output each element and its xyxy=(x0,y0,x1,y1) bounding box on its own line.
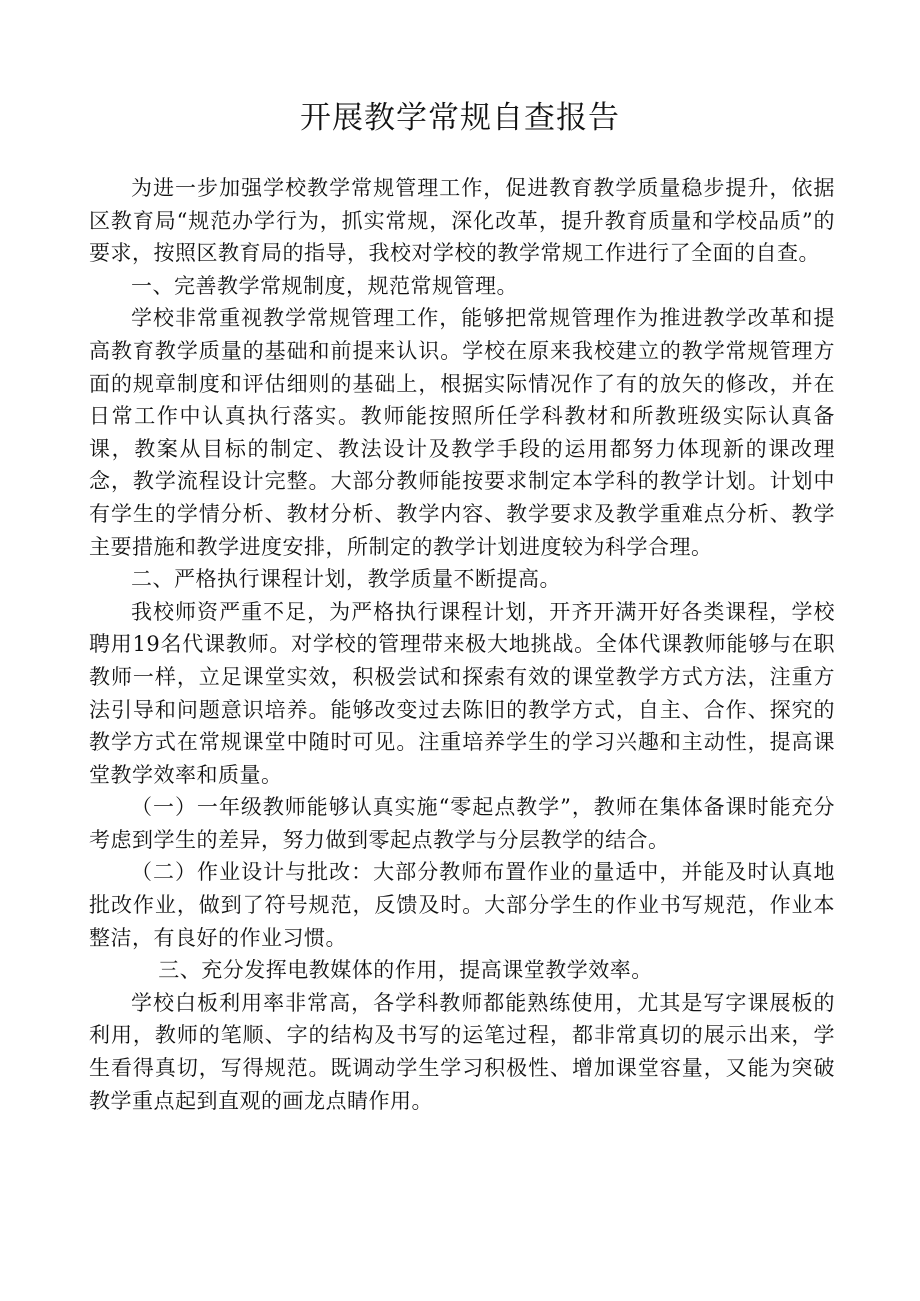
section-1-paragraph: 学校非常重视教学常规管理工作，能够把常规管理作为推进教学改革和提高教育教学质量的基础和前提来认识。学校在原来我校建立的教学常规管理方面的规章制度和评估细则的基础上，根据实际情况作了有的放矢的修改，并在日常工作中认真执行落实。教师能按照所任学科教材和所教班级实际认真备课，教案从目标的制定、教法设计及教学手段的运用都努力体现新的课改理念，教学流程设计完整。大部分教师能按要求制定本学科的教学计划。计划中有学生的学情分析、教材分析、教学内容、教学要求及教学重难点分析、教学主要措施和教学进度安排，所制定的教学计划进度较为科学合理。 xyxy=(89,306,835,559)
document-title: 开展教学常规自查报告 xyxy=(300,100,620,136)
subsection-2-paragraph: （二）作业设计与批改：大部分教师布置作业的量适中，并能及时认真地批改作业，做到了符号规范，反馈及时。大部分学生的作业书写规范，作业本整洁，有良好的作业习惯。 xyxy=(89,860,835,950)
section-2-paragraph: 我校师资严重不足，为严格执行课程计划，开齐开满开好各类课程，学校聘用19名代课教师。对学校的管理带来极大地挑战。全体代课教师能够与在职教师一样，立足课堂实效，积极尝试和探索有效的课堂教学方式方法，注重方法引导和问题意识培养。能够改变过去陈旧的教学方式，自主、合作、探究的教学方式在常规课堂中随时可见。注重培养学生的学习兴趣和主动性，提高课堂教学效率和质量。 xyxy=(89,599,835,787)
document-body xyxy=(89,172,835,1117)
intro-paragraph: 为进一步加强学校教学常规管理工作，促进教育教学质量稳步提升，依据区教育局“规范办学行为，抓实常规，深化改革，提升教育质量和学校品质”的要求，按照区教育局的指导，我校对学校的教学常规工作进行了全面的自查。 xyxy=(89,176,835,266)
subsection-1-paragraph: （一）一年级教师能够认真实施“零起点教学”，教师在集体备课时能充分考虑到学生的差异，努力做到零起点教学与分层教学的结合。 xyxy=(89,795,835,852)
section-3-paragraph: 学校白板利用率非常高，各学科教师都能熟练使用，尤其是写字课展板的利用，教师的笔顺、字的结构及书写的运笔过程，都非常真切的展示出来，学生看得真切，写得规范。既调动学生学习积极性、增加课堂容量，又能为突破教学重点起到直观的画龙点睛作用。 xyxy=(89,990,835,1113)
section-heading-2: 二、严格执行课程计划，教学质量不断提高。 xyxy=(131,567,561,592)
section-heading-1: 一、完善教学常规制度，规范常规管理。 xyxy=(131,273,518,298)
section-heading-3: 三、充分发挥电教媒体的作用，提高课堂教学效率。 xyxy=(158,958,653,983)
